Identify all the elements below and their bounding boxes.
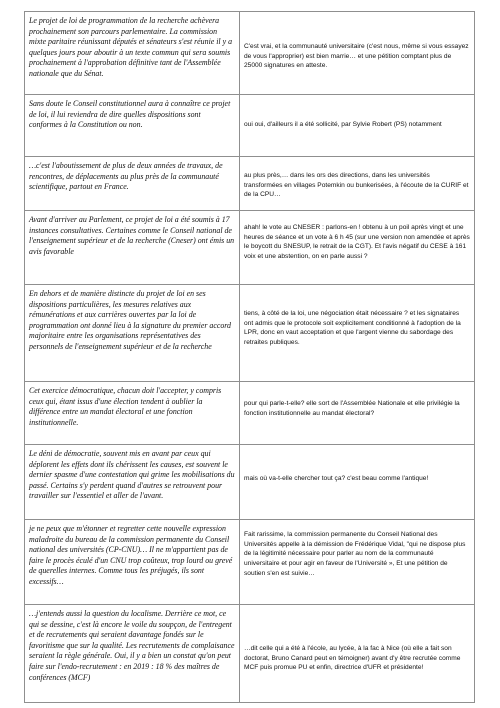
comment-text: oui oui, d'ailleurs il a été sollicité, par Sylvie Robert (PS) notamment bbox=[244, 121, 442, 128]
comment-cell bbox=[240, 445, 475, 520]
quote-cell: Le déni de démocratie, souvent mis en avant par ceux qui déplorent les effets dont ils chérissent les causes, est souvent le dernier spasme d'une contestation qui grime les mobilisations du passé. Certains s'y perdent quand d'autres se retrouvent pour travailler sur l'essentiel et aller de l'avant. bbox=[25, 445, 240, 520]
table-row bbox=[25, 95, 475, 157]
table-row bbox=[25, 157, 475, 211]
table-row bbox=[25, 605, 475, 703]
comment-cell bbox=[240, 95, 475, 157]
quote-cell: je ne peux que m'étonner et regretter cette nouvelle expression maladroite du bureau de la commission permanente du Conseil national des universités (CP-CNU)… Il ne m'appartient pas de faire le procès éculé d'un CNU trop coûteux, trop lourd ou grevé de querelles internes. Comme tous les préjugés, ils sont excessifs… bbox=[25, 520, 240, 605]
comment-cell bbox=[240, 605, 475, 703]
table-row bbox=[25, 211, 475, 285]
quote-cell: Avant d'arriver au Parlement, ce projet de loi a été soumis à 17 instances consultatives. Certaines comme le Conseil national de l'enseignement supérieur et de la recherche (Cneser) ont émis un avis favorable bbox=[25, 211, 240, 285]
table-row bbox=[25, 12, 475, 95]
comment-cell bbox=[240, 12, 475, 95]
comment-text: mais où va-t-elle chercher tout ça? c'est beau comme l'antique! bbox=[244, 475, 429, 482]
comment-text: C'est vrai, et la communauté universitaire (c'est nous, même si vous essayez de vous l'approprier) est bien marrie… et une pétition comptant plus de 25000 signatures en atteste. bbox=[244, 43, 469, 70]
table-row bbox=[25, 285, 475, 382]
quote-cell: Cet exercice démocratique, chacun doit l'accepter, y compris ceux qui, étant issus d'une élection tendent à oublier la différence entre un mandat électoral et une fonction institutionnelle. bbox=[25, 382, 240, 445]
table-row bbox=[25, 382, 475, 445]
quote-cell: …c'est l'aboutissement de plus de deux années de travaux, de rencontres, de déplacements au plus près de la communauté scientifique, partout en France. bbox=[25, 157, 240, 211]
comment-text: Fait rarissime, la commission permanente du Conseil National des Universités appelle à la démission de Frédérique Vidal, "qui ne dispose plus de la légitimité nécessaire pour parler au nom de la communauté universitaire et pour agir en faveur de l'Université », Et une pétition de soutien s'en est suivie… bbox=[244, 531, 466, 577]
comment-cell bbox=[240, 157, 475, 211]
comment-text: ahah! le vote au CNESER : parlons-en ! obtenu à un poil après vingt et une heures de séance et un vote à 6 h 45 (sur une version non amendée et après le boycott du SNESUP, le retrait de la CGT). Et l'avis négatif du CESE à 161 voix et une abstention, on en parle aussi ? bbox=[244, 224, 470, 261]
comment-cell bbox=[240, 382, 475, 445]
comment-table bbox=[24, 11, 475, 703]
comment-text: tiens, à côté de la loi, une négociation était nécessaire ? et les signataires ont admis que le protocole soit explicitement conditionné à l'adoption de la LPR, donc en vaut acceptation et que l'argent vienne du sabordage des retraites publiques. bbox=[244, 310, 461, 347]
quote-cell: …j'entends aussi la question du localisme. Derrière ce mot, ce qui se dessine, c'est là encore le voile du soupçon, de l'entregent et de recrutements qui seraient davantage fondés sur le favoritisme que sur la qualité. Les recrutements de complaisance seraient la règle générale. Oui, il y a bien un constat qu'on peut faire sur l'endo-recrutement : en 2019 : 18 % des maîtres de conférences (MCF) bbox=[25, 605, 240, 703]
comment-cell bbox=[240, 520, 475, 605]
document-page bbox=[24, 11, 475, 703]
comment-cell bbox=[240, 285, 475, 382]
comment-cell bbox=[240, 211, 475, 285]
quote-cell: Le projet de loi de programmation de la recherche achèvera prochainement son parcours parlementaire. La commission mixte paritaire réunissant députés et sénateurs s'est réunie il y a quelques jours pour aboutir à un texte commun qui sera soumis prochainement à l'approbation définitive tant de l'Assemblée nationale que du Sénat. bbox=[25, 12, 240, 95]
quote-cell: En dehors et de manière distincte du projet de loi en ses dispositions particulières, les mesures relatives aux rémunérations et aux carrières ouvertes par la loi de programmation ont donné lieu à la signature du premier accord majoritaire entre les organisations représentatives des personnels de l'enseignement supérieur et de la recherche bbox=[25, 285, 240, 382]
comment-text: au plus près,… dans les ors des directions, dans les universités transformées en villages Potemkin ou bunkerisées, à l'écoute de la CURIF et de la CPU… bbox=[244, 172, 469, 199]
comment-text: …dit celle qui a été à l'école, au lycée, à la fac à Nice (où elle a fait son doctorat, Bruno Canard peut en témoigner) avant d'y être recrutée comme MCF puis promue PU et enfin, directrice d'UFR et présidente! bbox=[244, 645, 461, 672]
table-row bbox=[25, 520, 475, 605]
table-row bbox=[25, 445, 475, 520]
quote-cell: Sans doute le Conseil constitutionnel aura à connaître ce projet de loi, il lui reviendra de dire quelles dispositions sont conformes à la Constitution ou non. bbox=[25, 95, 240, 157]
comment-text: pour qui parle-t-elle? elle sort de l'Assemblée Nationale et elle privilégie la fonction institutionnelle au mandat électoral? bbox=[244, 400, 460, 417]
